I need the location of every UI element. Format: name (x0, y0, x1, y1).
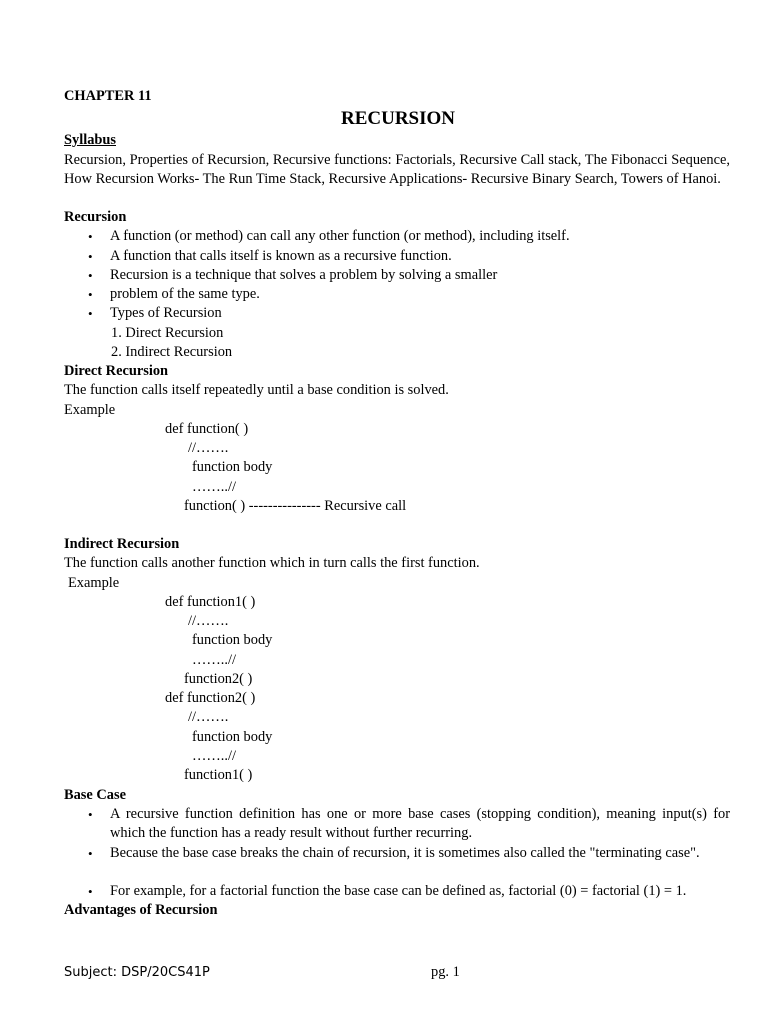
chapter-label: CHAPTER 11 (64, 88, 152, 104)
syllabus-heading: Syllabus (64, 132, 116, 148)
code-line: function1( ) (184, 767, 253, 783)
example-label: Example (68, 575, 120, 591)
code-line: //……. (188, 440, 229, 456)
list-item: Because the base case breaks the chain of recursion, it is sometimes also called the "terminating case". (110, 845, 700, 861)
recursion-heading: Recursion (64, 209, 127, 225)
list-item: A recursive function definition has one or more base cases (stopping condition), meaning input(s) for which the function has a ready result without further recurring. (110, 806, 730, 842)
indirect-recursion-heading: Indirect Recursion (64, 536, 180, 552)
code-line: function body (192, 632, 273, 648)
indirect-recursion-text: The function calls another function which in turn calls the first function. (64, 555, 480, 571)
code-line: ……..// (192, 652, 236, 668)
bullet-icon: • (88, 846, 93, 861)
bullet-icon: • (88, 807, 93, 822)
list-item: For example, for a factorial function the base case can be defined as, factorial (0) = factorial (1) = 1. (110, 883, 687, 899)
direct-recursion-heading: Direct Recursion (64, 363, 169, 379)
bullet-icon: • (88, 229, 93, 244)
advantages-heading: Advantages of Recursion (64, 902, 218, 918)
code-line: function( ) --------------- Recursive call (184, 498, 407, 514)
bullet-icon: • (88, 884, 93, 899)
footer-subject: Subject: DSP/20CS41P (64, 965, 210, 980)
direct-recursion-text: The function calls itself repeatedly until a base condition is solved. (64, 382, 449, 398)
code-line: ……..// (192, 748, 236, 764)
example-label: Example (64, 402, 116, 418)
syllabus-text: Recursion, Properties of Recursion, Recursive functions: Factorials, Recursive Call stack, The Fibonacci Sequence, How Recursion Works- The Run Time Stack, Recursive Applications- Recursive Binary Search, Towers of Hanoi. (64, 152, 730, 188)
list-item: Recursion is a technique that solves a problem by solving a smaller (110, 267, 498, 283)
code-line: def function1( ) (165, 594, 256, 610)
code-line: function body (192, 729, 273, 745)
bullet-icon: • (88, 287, 93, 302)
list-item: A function (or method) can call any other function (or method), including itself. (110, 228, 570, 244)
bullet-icon: • (88, 306, 93, 321)
list-item-numbered: 2. Indirect Recursion (111, 344, 233, 360)
code-line: function body (192, 459, 273, 475)
list-item-numbered: 1. Direct Recursion (111, 325, 224, 341)
list-item: problem of the same type. (110, 286, 260, 302)
page-number: pg. 1 (431, 964, 460, 980)
list-item: Types of Recursion (110, 305, 222, 321)
base-case-heading: Base Case (64, 787, 126, 803)
code-line: def function( ) (165, 421, 249, 437)
page-title: RECURSION (340, 108, 456, 129)
code-line: //……. (188, 613, 229, 629)
bullet-icon: • (88, 249, 93, 264)
code-line: function2( ) (184, 671, 253, 687)
list-item: A function that calls itself is known as a recursive function. (110, 248, 452, 264)
code-line: ……..// (192, 479, 236, 495)
code-line: def function2( ) (165, 690, 256, 706)
bullet-icon: • (88, 268, 93, 283)
code-line: //……. (188, 709, 229, 725)
